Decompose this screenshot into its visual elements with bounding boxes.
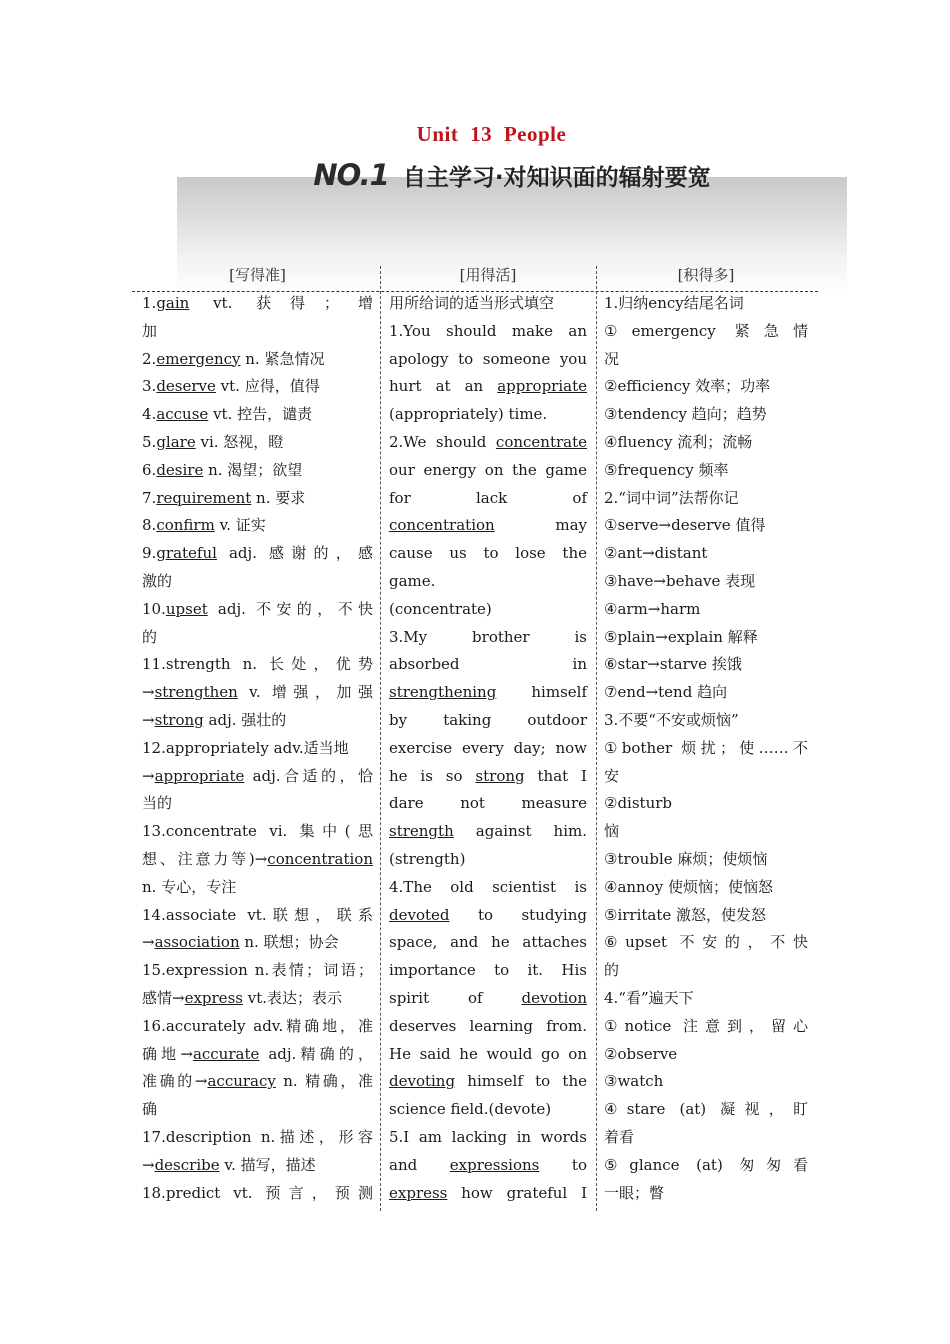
- text-line: ③tendency 趋向；趋势: [604, 405, 767, 424]
- answer-word: concentration: [267, 849, 373, 868]
- text-line: 激的: [142, 571, 173, 590]
- text-line: →association n. 联想；协会: [142, 933, 339, 952]
- text-line: 13.concentrate vi. 集中(思: [142, 822, 373, 841]
- text-line: ⑤frequency 频率: [604, 460, 729, 479]
- text-line: 2.We should concentrate: [389, 432, 587, 451]
- column-divider-1: [380, 266, 381, 1211]
- answer-word: strong: [475, 766, 525, 785]
- text-line: deserves learning from.: [389, 1016, 587, 1035]
- text-line: →strong adj. 强壮的: [142, 710, 287, 729]
- text-line: →strengthen v. 增强，加强: [142, 683, 373, 702]
- text-line: hurt at an appropriate: [389, 377, 587, 396]
- text-line: express how grateful I: [389, 1183, 587, 1202]
- text-line: 加: [142, 321, 158, 340]
- column-accumulate: [604, 260, 808, 1207]
- column-write-body: [142, 290, 373, 1207]
- answer-word: accurate: [192, 1044, 260, 1063]
- text-line: 当的: [142, 794, 173, 813]
- text-line: concentration may: [389, 516, 587, 535]
- text-line: (concentrate): [389, 599, 492, 618]
- text-line: devoting himself to the: [389, 1072, 587, 1091]
- text-line: 16.accurately adv.精确地，准: [142, 1016, 373, 1035]
- text-line: (appropriately) time.: [389, 405, 548, 424]
- text-line: 4.accuse vt. 控告，谴责: [142, 405, 313, 424]
- answer-word: glare: [156, 432, 196, 451]
- text-line: ④stare (at) 凝视，盯: [604, 1100, 808, 1119]
- text-line: ③watch: [604, 1072, 664, 1091]
- column-divider-2: [596, 266, 597, 1211]
- answer-word: accuse: [156, 405, 209, 424]
- text-line: ①bother 烦扰；使……不: [604, 738, 808, 757]
- column-accumulate-header: [积得多]: [677, 266, 735, 284]
- text-line: 18.predict vt. 预言，预测: [142, 1183, 373, 1202]
- column-write: [142, 260, 373, 1207]
- text-line: ④annoy 使烦恼；使恼怒: [604, 877, 773, 896]
- text-line: 的: [604, 961, 620, 980]
- column-use-header: [用得活]: [459, 266, 517, 284]
- text-line: 11.strength n. 长处，优势: [142, 655, 373, 674]
- answer-word: concentration: [389, 516, 495, 535]
- text-line: 确: [142, 1100, 158, 1119]
- answer-word: upset: [165, 599, 208, 618]
- text-line: ②ant→distant: [604, 544, 708, 563]
- answer-word: requirement: [156, 488, 252, 507]
- text-line: 恼: [604, 822, 620, 841]
- text-line: 12.appropriately adv.适当地: [142, 738, 349, 757]
- text-line: ⑤plain→explain 解释: [604, 627, 758, 646]
- section-heading: [0, 158, 950, 192]
- answer-word: strengthen: [154, 683, 238, 702]
- answer-word: concentrate: [495, 432, 587, 451]
- text-line: ③trouble 麻烦；使烦恼: [604, 849, 768, 868]
- text-line: 2.“词中词”法帮你记: [604, 488, 739, 507]
- answer-word: strong: [154, 710, 204, 729]
- text-line: 1.归纳ency结尾名词: [604, 294, 744, 312]
- text-line: n. 专心，专注: [142, 877, 237, 896]
- text-line: strength against him.: [389, 822, 587, 841]
- text-line: ②efficiency 效率；功率: [604, 377, 771, 396]
- text-line: for lack of: [389, 488, 587, 507]
- section-title: 自主学习·对知识面的辐射要宽: [402, 165, 711, 191]
- text-line: space, and he attaches: [389, 933, 587, 952]
- text-line: 15.expression n.表情；词语；: [142, 961, 373, 980]
- text-line: ①serve→deserve 值得: [604, 516, 766, 535]
- answer-word: association: [154, 933, 240, 952]
- text-line: 2.emergency n. 紧急情况: [142, 349, 325, 368]
- text-line: cause us to lose the: [389, 544, 587, 563]
- text-line: devoted to studying: [389, 905, 587, 924]
- answer-word: devotion: [521, 988, 587, 1007]
- text-line: absorbed in: [389, 655, 587, 674]
- text-line: 想、注意力等)→concentration: [142, 849, 373, 868]
- text-line: exercise every day; now: [389, 738, 587, 757]
- text-line: ①emergency 紧急情: [604, 321, 808, 340]
- text-line: →describe v. 描写，描述: [142, 1155, 316, 1174]
- text-line: ④fluency 流利；流畅: [604, 432, 753, 451]
- text-line: importance to it. His: [389, 961, 587, 980]
- text-line: ⑥upset 不安的，不快: [604, 933, 808, 952]
- text-line: 5.glare vi. 怒视，瞪: [142, 432, 284, 451]
- column-use-body: [389, 290, 587, 1207]
- answer-word: appropriate: [154, 766, 245, 785]
- text-line: He said he would go on: [389, 1044, 587, 1063]
- text-line: 用所给词的适当形式填空: [389, 294, 555, 312]
- answer-word: devoted: [389, 905, 450, 924]
- text-line: ⑤glance (at) 匆匆看: [604, 1155, 808, 1174]
- text-line: 9.grateful adj. 感谢的，感: [142, 544, 373, 563]
- text-line: 安: [604, 766, 620, 785]
- text-line: 一眼；瞥: [604, 1183, 665, 1202]
- text-line: 况: [604, 349, 620, 368]
- text-line: 3.deserve vt. 应得，值得: [142, 377, 320, 396]
- answer-word: grateful: [156, 544, 217, 563]
- text-line: ②observe: [604, 1044, 678, 1063]
- answer-word: express: [389, 1183, 448, 1202]
- text-line: (strength): [389, 849, 466, 868]
- text-line: →appropriate adj.合适的，恰: [142, 766, 373, 785]
- text-line: 3.不要“不安或烦恼”: [604, 710, 739, 729]
- text-line: ⑦end→tend 趋向: [604, 683, 728, 702]
- text-line: by taking outdoor: [389, 710, 587, 729]
- text-line: ②disturb: [604, 794, 673, 813]
- answer-word: strength: [389, 822, 454, 841]
- text-line: 5.I am lacking in words: [389, 1127, 587, 1146]
- text-line: our energy on the game: [389, 460, 587, 479]
- answer-word: accuracy: [207, 1072, 276, 1091]
- text-line: game.: [389, 571, 436, 590]
- text-line: 4.The old scientist is: [389, 877, 587, 896]
- text-line: ④arm→harm: [604, 599, 701, 618]
- text-line: ③have→behave 表现: [604, 571, 756, 590]
- column-accumulate-body: [604, 290, 808, 1207]
- section-number: NO.1: [313, 158, 389, 192]
- text-line: 8.confirm v. 证实: [142, 516, 266, 535]
- column-write-header: [写得准]: [229, 266, 286, 284]
- text-line: 1.You should make an: [389, 321, 587, 340]
- text-line: 10.upset adj. 不安的，不快: [142, 599, 373, 618]
- text-line: 6.desire n. 渴望；欲望: [142, 460, 303, 479]
- text-line: spirit of devotion: [389, 988, 587, 1007]
- text-line: and expressions to: [389, 1155, 587, 1174]
- answer-word: gain: [156, 294, 190, 312]
- answer-word: emergency: [156, 349, 241, 368]
- answer-word: expressions: [449, 1155, 540, 1174]
- text-line: 7.requirement n. 要求: [142, 488, 306, 507]
- text-line: he is so strong that I: [389, 766, 587, 785]
- page-title: Unit 13 People: [416, 122, 567, 146]
- answer-word: deserve: [156, 377, 216, 396]
- text-line: 确地→accurate adj.精确的，: [142, 1044, 374, 1063]
- answer-word: appropriate: [497, 377, 587, 396]
- answer-word: express: [184, 988, 243, 1007]
- text-line: apology to someone you: [389, 349, 587, 368]
- text-line: 感情→express vt.表达；表示: [142, 988, 343, 1007]
- text-line: 3.My brother is: [389, 627, 587, 646]
- text-line: ①notice 注意到，留心: [604, 1016, 808, 1035]
- text-line: 14.associate vt.联想，联系: [142, 905, 373, 924]
- answer-word: describe: [154, 1155, 220, 1174]
- answer-word: desire: [156, 460, 204, 479]
- text-line: ⑤irritate 激怒，使发怒: [604, 905, 767, 924]
- answer-word: confirm: [156, 516, 215, 535]
- text-line: 1.gain vt. 获得；增: [142, 294, 373, 312]
- answer-word: devoting: [389, 1072, 456, 1091]
- text-line: 4.“看”遍天下: [604, 988, 694, 1007]
- text-line: strengthening himself: [389, 683, 587, 702]
- text-line: ⑥star→starve 挨饿: [604, 655, 742, 674]
- text-line: dare not measure: [389, 794, 587, 813]
- text-line: 的: [142, 627, 158, 646]
- column-use: [389, 260, 587, 1207]
- text-line: 着看: [604, 1127, 635, 1146]
- answer-word: strengthening: [389, 683, 497, 702]
- text-line: 准确的→accuracy n. 精确，准: [142, 1072, 373, 1091]
- text-line: science field.(devote): [389, 1100, 552, 1119]
- text-line: 17.description n.描述，形容: [142, 1127, 373, 1146]
